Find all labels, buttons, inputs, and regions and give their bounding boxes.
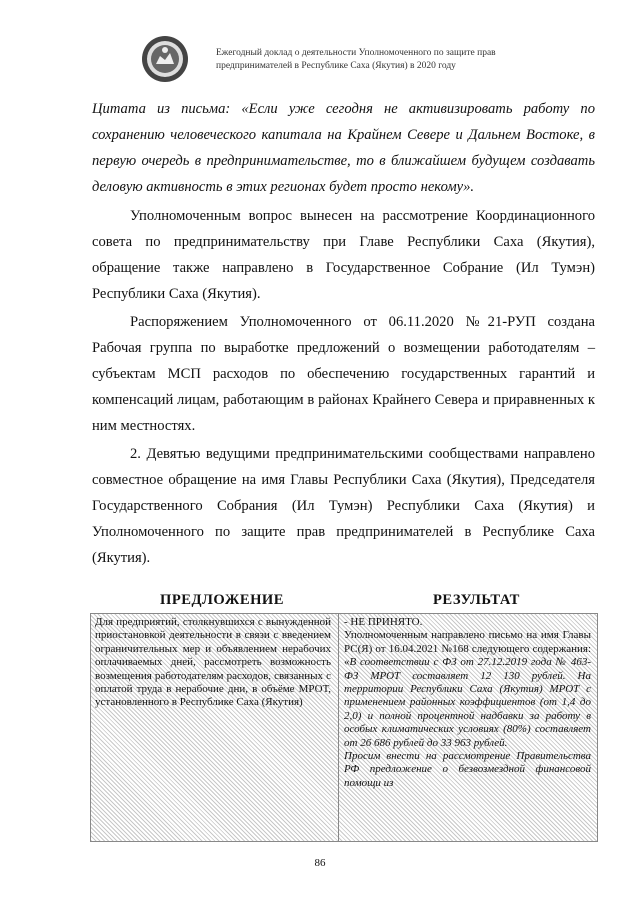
- paragraph-1: Уполномоченным вопрос вынесен на рассмотрение Координационного совета по предпринимательству при Главе Республики Саха (Якутия), обращение также направлено в Государственное Собрание (Ил Тумэн) Республики Саха (Якутия).: [92, 208, 595, 302]
- result-quote: В соответствии с ФЗ от 27.12.2019 года № 463-ФЗ МРОТ составляет 12 130 рублей. На территории Республики Саха (Якутия) МРОТ с применением районных коэффициентов (от 1,4 до 2,0) и полной процентной надбавки за работу в особых климатических условиях (80%) составляет от 26 686 рублей до 33 963 рублей.: [344, 656, 591, 749]
- result-status: - НЕ ПРИНЯТО.: [344, 616, 423, 628]
- header-line-1: Ежегодный доклад о деятельности Уполномоченного по защите прав: [216, 48, 496, 58]
- paragraph-2: Распоряжением Уполномоченного от 06.11.2020 №21-РУП создана Рабочая группа по выработке предложений о возмещении работодателям – субъектам МСП расходов по обеспечению государственных гарантий и компенсаций лицам, работающим в районах Крайнего Севера и приравненных к ним местностях.: [92, 314, 595, 434]
- page-number: 86: [314, 857, 326, 869]
- result-cell: [344, 616, 591, 790]
- paragraph-3: 2. Девятью ведущими предпринимательскими сообществами направлено совместное обращение на имя Главы Республики Саха (Якутия), Председателя Государственного Собрания (Ил Тумэн) Республики Саха (Якутия) и Уполномоченного по защите прав предпринимателей в Республике Саха (Якутия).: [92, 446, 595, 566]
- page-header: [140, 34, 560, 84]
- quote-paragraph: Цитата из письма: «Если уже сегодня не активизировать работу по сохранению человеческого капитала на Крайнем Севере и Дальнем Востоке, в первую очередь в предпринимательстве, то в ближайшем будущем создавать деловую активность в этих регионах будет просто некому».: [92, 101, 595, 195]
- column-header-result: РЕЗУЛЬТАТ: [433, 592, 520, 608]
- header-title: [216, 47, 546, 73]
- table-divider: [338, 614, 339, 841]
- emblem-icon: [140, 34, 190, 84]
- header-line-2: предпринимателей в Республике Саха (Якутия) в 2020 году: [216, 61, 456, 71]
- proposal-result-table: [90, 613, 598, 842]
- proposal-cell: Для предприятий, столкнувшихся с вынужденной приостановкой деятельности в связи с введением ограничительных мер и объявлением нерабочих оплачиваемых дней, рассмотреть возможность возмещения работодателям расходов, связанных с оплатой труда в нерабочие дни, в объёме МРОТ, установленного в Республике Саха (Якутия): [95, 616, 331, 709]
- result-request: Просим внести на рассмотрение Правительства РФ предложение о безвозмездной финансовой помощи из: [344, 750, 591, 789]
- result-intro: Уполномоченным направлено письмо на имя Главы РС(Я) от 16.04.2021 №168 следующего содержания: «: [344, 629, 591, 669]
- column-header-proposal: ПРЕДЛОЖЕНИЕ: [160, 592, 285, 608]
